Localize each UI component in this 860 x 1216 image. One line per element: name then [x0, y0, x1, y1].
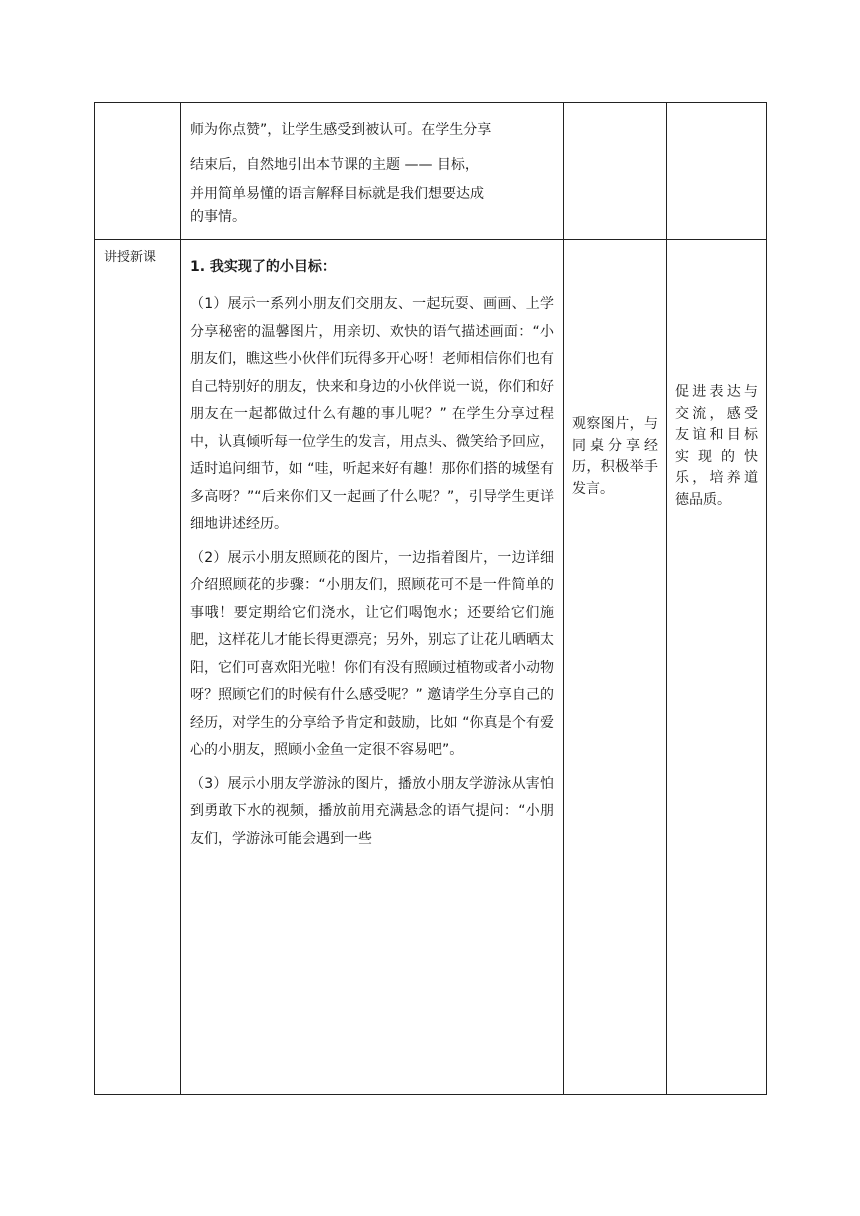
stage-label [95, 103, 180, 111]
student-activity-text: 观察图片，与同桌分享经历，积极举手发言。 [572, 416, 658, 497]
design-intent-cell [667, 103, 767, 240]
teacher-activity-cell [181, 103, 564, 240]
text-line: 结束后，自然地引出本节课的主题 —— 目标， [190, 157, 479, 173]
paragraph: （2）展示小朋友照顾花的图片，一边指着图片，一边详细介绍照顾花的步骤：“小朋友们，照顾花可不是一件简单的事哦！要定期给它们浇水，让它们喝饱水；还要给它们施肥，这样花儿才能长得更漂亮；另外，别忘了让花儿晒晒太阳，它们可喜欢阳光啦！你们有没有照顾过植物或者小动物呀？照顾它们的时候有什么感受呢？” 邀请学生分享自己的经历，对学生的分享给予肯定和鼓励，比如 “你真是个有爱心的小朋友，照顾小金鱼一定很不容易吧”。 [190, 549, 554, 758]
text-line: 并用简单易懂的语言解释目标就是我们想要达成 [190, 186, 484, 202]
paragraph: （1）展示一系列小朋友们交朋友、一起玩耍、画画、上学分享秘密的温馨图片，用亲切、欢快的语气描述画面：“小朋友们，瞧这些小伙伴们玩得多开心呀！老师相信你们也有自己特别好的朋友，快来和身边的小伙伴说一说，你们和好朋友在一起都做过什么有趣的事儿呢？” 在学生分享过程中，认真倾听每一位学生的发言，用点头、微笑给予回应，适时追问细节，如 “哇，听起来好有趣！那你们搭的城堡有多高呀？”“后来你们又一起画了什么呢？”，引导学生更详细地讲述经历。 [190, 296, 554, 532]
stage-cell [95, 103, 181, 240]
paragraph: （3）展示小朋友学游泳的图片，播放小朋友学游泳从害怕到勇敢下水的视频，播放前用充满悬念的语气提问：“小朋友们，学游泳可能会遇到一些 [190, 775, 554, 847]
student-activity-cell [564, 103, 667, 240]
teacher-activity-cell [181, 240, 564, 1095]
section-heading: 1. 我实现了的小目标： [190, 259, 336, 275]
table-row [95, 240, 767, 1095]
table-row [95, 103, 767, 240]
stage-label: 讲授新课 [104, 250, 157, 265]
design-intent-cell [667, 240, 767, 1095]
stage-cell [95, 240, 181, 1095]
design-intent-text: 促进表达与交流，感受友谊和目标实现的快乐，培养道德品质。 [675, 384, 758, 508]
student-activity-cell [564, 240, 667, 1095]
text-line: 师为你点赞”，让学生感受到被认可。在学生分享 [190, 122, 492, 138]
text-line: 的事情。 [190, 208, 246, 225]
lesson-plan-table [94, 102, 767, 1095]
